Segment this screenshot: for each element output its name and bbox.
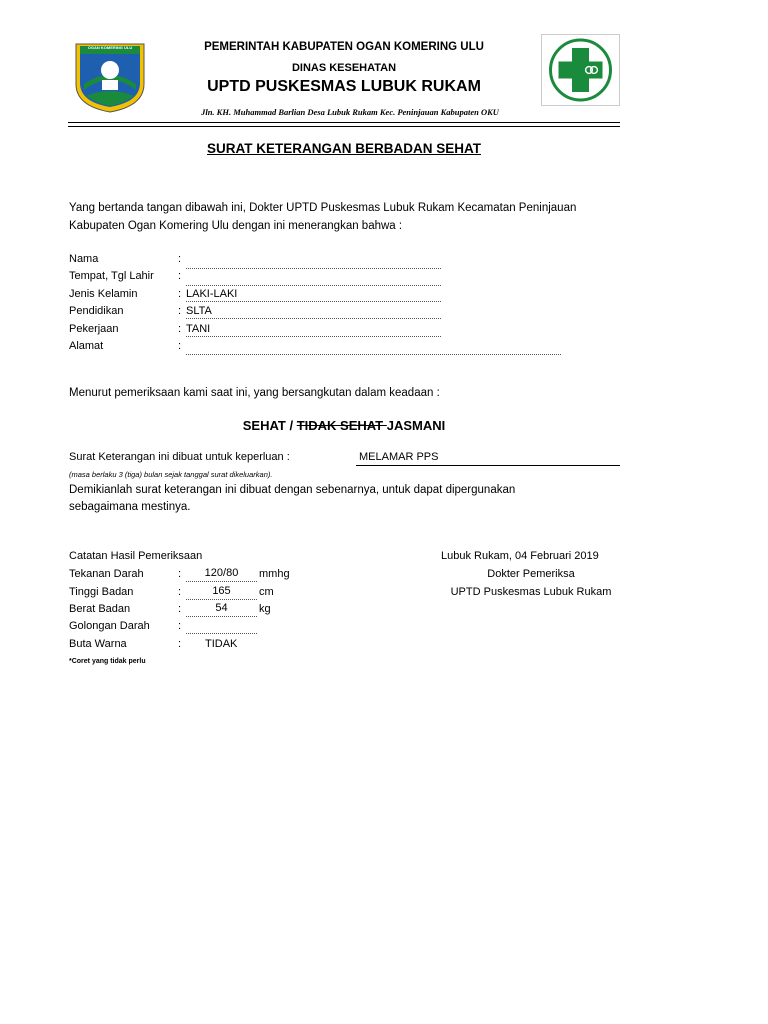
signature-org: UPTD Puskesmas Lubuk Rukam <box>450 586 612 598</box>
closing-line-1: Demikianlah surat keterangan ini dibuat dengan sebenarnya, untuk dapat dipergunakan <box>69 484 516 496</box>
header-address: Jln. KH. Muhammad Barlian Desa Lubuk Rukam Kec. Peninjauan Kabupaten OKU <box>201 107 499 117</box>
exam-value-blood-type <box>186 620 257 634</box>
status-tidak-sehat-struck: TIDAK SEHAT <box>296 418 387 433</box>
identity-value-occupation: TANI <box>186 323 441 337</box>
identity-value-ttl <box>186 273 441 286</box>
identity-colon: : <box>178 253 182 265</box>
logo-caption: OGAN KOMERING ULU <box>87 45 133 50</box>
exam-colon: : <box>178 620 182 632</box>
identity-colon: : <box>178 305 182 317</box>
exam-statement: Menurut pemeriksaan kami saat ini, yang bersangkutan dalam keadaan : <box>69 387 440 399</box>
exam-colon: : <box>178 638 182 650</box>
exam-value-height: 165 <box>186 585 257 600</box>
footnote: *Coret yang tidak perlu <box>69 658 146 665</box>
identity-value-education: SLTA <box>186 305 441 319</box>
identity-label-occupation: Pekerjaan <box>69 323 119 335</box>
identity-colon: : <box>178 270 182 282</box>
exam-value-weight: 54 <box>186 602 257 617</box>
exam-colon: : <box>178 603 182 615</box>
identity-label-education: Pendidikan <box>69 305 124 317</box>
identity-value-gender: LAKI-LAKI <box>186 288 441 302</box>
closing-line-2: sebagaimana mestinya. <box>69 501 191 513</box>
signature-place-date: Lubuk Rukam, 04 Februari 2019 <box>441 550 599 562</box>
exam-label-height: Tinggi Badan <box>69 586 134 598</box>
identity-colon: : <box>178 323 182 335</box>
document-title: SURAT KETERANGAN BERBADAN SEHAT <box>206 141 481 156</box>
identity-colon: : <box>178 340 182 352</box>
exam-label-weight: Berat Badan <box>69 603 131 615</box>
intro-line-1: Yang bertanda tangan dibawah ini, Dokter UPTD Puskesmas Lubuk Rukam Kecamatan Peninjauan <box>69 202 577 214</box>
exam-value-blood-pressure: 120/80 <box>186 567 257 582</box>
purpose-value-text: MELAMAR PPS <box>359 451 439 463</box>
exam-label-blood-type: Golongan Darah <box>69 620 150 632</box>
exam-unit-weight: kg <box>259 603 271 615</box>
exam-colon: : <box>178 568 182 580</box>
status-jasmani: JASMANI <box>386 418 446 433</box>
header-agency: DINAS KESEHATAN <box>291 62 397 74</box>
identity-value-address <box>186 342 561 355</box>
identity-label-nama: Nama <box>69 253 99 265</box>
status-sehat: SEHAT / <box>242 418 297 433</box>
identity-colon: : <box>178 288 182 300</box>
exam-unit-height: cm <box>259 586 274 598</box>
header-rule-thick <box>68 122 620 123</box>
validity-note: (masa berlaku 3 (tiga) bulan sejak tanggal surat dikeluarkan). <box>69 470 273 479</box>
exam-label-color-blind: Buta Warna <box>69 638 127 650</box>
signature-role: Dokter Pemeriksa <box>487 568 575 580</box>
intro-line-2: Kabupaten Ogan Komering Ulu dengan ini menerangkan bahwa : <box>69 220 403 232</box>
exam-notes-heading: Catatan Hasil Pemeriksaan <box>69 550 203 562</box>
header-government: PEMERINTAH KABUPATEN OGAN KOMERING ULU <box>204 41 484 53</box>
purpose-value <box>356 451 620 466</box>
exam-unit-blood-pressure: mmhg <box>259 568 290 580</box>
identity-value-nama <box>186 256 441 269</box>
exam-colon: : <box>178 586 182 598</box>
header-institution: UPTD PUSKESMAS LUBUK RUKAM <box>207 78 481 95</box>
identity-label-address: Alamat <box>69 340 104 352</box>
purpose-label: Surat Keterangan ini dibuat untuk keperluan : <box>69 451 290 463</box>
header-rule-thin <box>68 126 620 127</box>
exam-label-blood-pressure: Tekanan Darah <box>69 568 144 580</box>
exam-value-color-blind: TIDAK <box>205 638 238 650</box>
identity-label-gender: Jenis Kelamin <box>69 288 138 300</box>
health-status <box>0 418 688 433</box>
identity-label-ttl: Tempat, Tgl Lahir <box>69 270 154 282</box>
